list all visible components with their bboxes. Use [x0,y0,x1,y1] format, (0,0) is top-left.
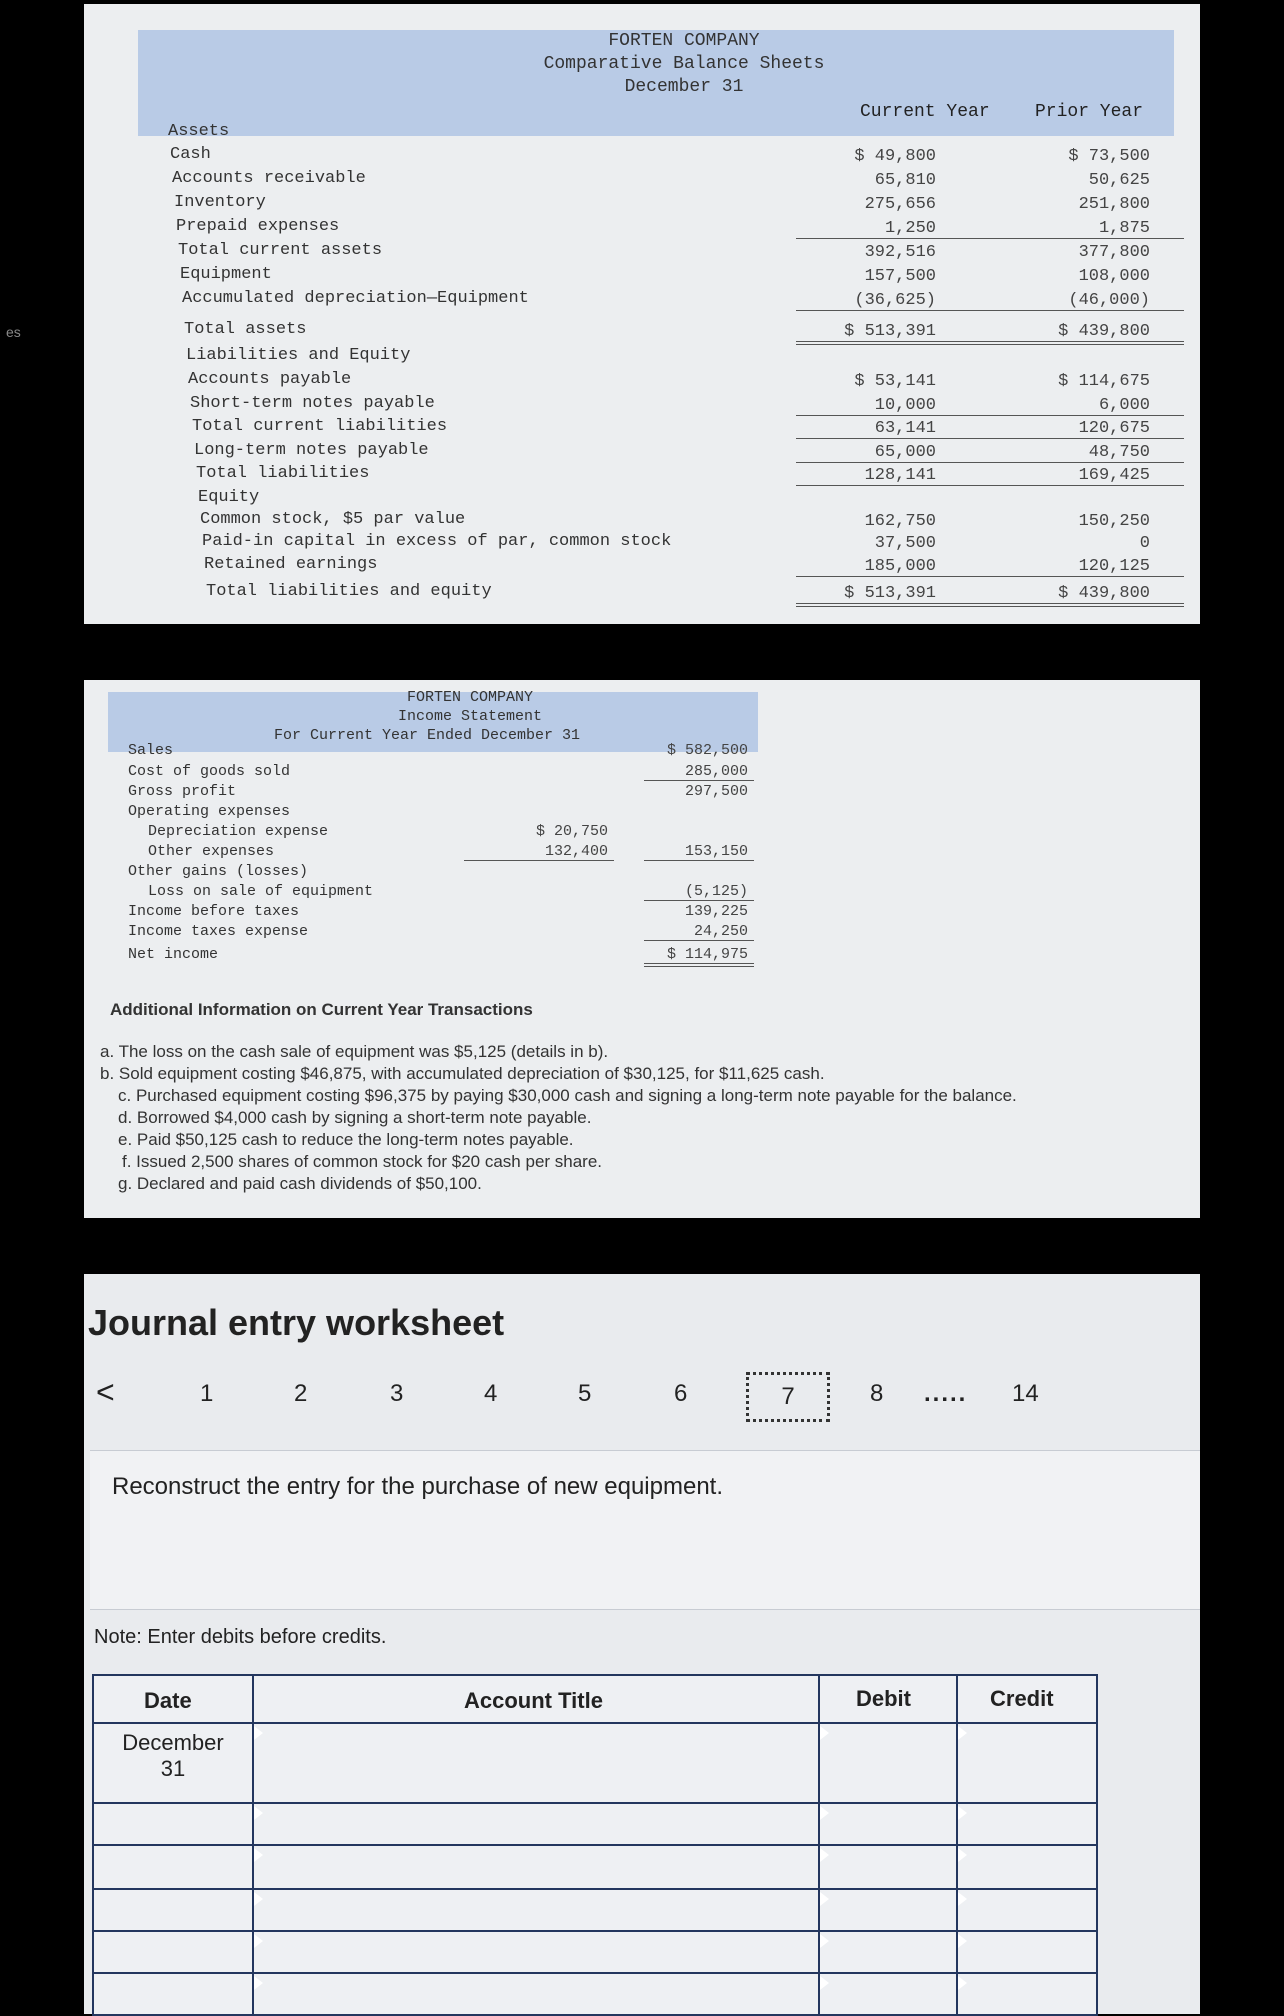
balance-sheet-prior-value: 120,125 [1004,557,1184,577]
balance-sheet-current-value: 392,516 [864,243,936,262]
date-cell[interactable] [92,1888,254,1932]
date-header: Date [92,1674,254,1724]
note-text: Note: Enter debits before credits. [94,1626,387,1648]
dropdown-marker-icon [958,1726,967,1740]
balance-sheet-row-label: Short-term notes payable [190,394,435,413]
balance-sheet-row-label: Assets [168,122,230,141]
balance-sheet-prior-value: 1,875 [1004,219,1184,239]
account-title-input[interactable] [252,1930,820,1974]
dropdown-marker-icon [958,1976,967,1990]
debit-header: Debit [818,1674,958,1724]
date-cell[interactable] [92,1802,254,1846]
income-statement-col-b: (5,125) [644,883,754,901]
balance-sheet-current-value: $ 53,141 [854,372,936,391]
debit-input[interactable] [818,1930,958,1974]
additional-info-item: f. Issued 2,500 shares of common stock for $20 cash per share. [122,1152,603,1171]
balance-sheet-prior-value: 377,800 [1078,243,1150,262]
column-prior-year: Prior Year [1035,102,1144,122]
dropdown-marker-icon [820,1934,829,1948]
dropdown-marker-icon [820,1726,829,1740]
dropdown-marker-icon [958,1848,967,1862]
date-value-month: December [122,1730,224,1755]
dropdown-marker-icon [254,1848,263,1862]
debit-input[interactable] [818,1888,958,1932]
balance-sheet-row-label: Total liabilities [196,464,370,483]
balance-sheet-company: FORTEN COMPANY [608,31,760,51]
account-title-input[interactable] [252,1722,820,1804]
balance-sheet-current-value: 157,500 [864,267,936,286]
income-statement-row-label: Loss on sale of equipment [148,883,374,900]
income-statement-period: For Current Year Ended December 31 [274,727,581,744]
balance-sheet-current-value: $ 513,391 [796,322,1056,345]
balance-sheet-prior-value: 6,000 [1004,396,1184,416]
date-cell[interactable] [92,1722,254,1804]
balance-sheet-prior-value: $ 114,675 [1058,372,1150,391]
income-statement-row-label: Sales [128,742,174,759]
balance-sheet-prior-value: $ 73,500 [1068,147,1150,166]
balance-sheet-row-label: Total assets [184,320,307,339]
step-tab-7[interactable]: 7 [746,1372,830,1422]
balance-sheet-row-label: Total current liabilities [192,417,448,436]
additional-info-item: e. Paid $50,125 cash to reduce the long-term notes payable. [118,1130,574,1149]
income-statement-title: Income Statement [397,708,543,725]
income-statement-row-label: Net income [128,946,219,963]
step-tab-5[interactable]: 5 [578,1380,592,1407]
additional-info-item: b. Sold equipment costing $46,875, with accumulated depreciation of $30,125, for $11,625 cash. [100,1064,825,1083]
income-statement-row-label: Gross profit [128,783,237,800]
credit-input[interactable] [956,1722,1098,1804]
balance-sheet-current-value: 185,000 [796,557,1056,577]
income-statement-col-b: 139,225 [684,903,748,920]
account-title-input[interactable] [252,1844,820,1890]
account-title-input[interactable] [252,1802,820,1846]
balance-sheet-current-value: 65,810 [874,171,936,190]
account-title-header: Account Title [252,1674,820,1724]
debit-input[interactable] [818,1722,958,1804]
balance-sheet-row-label: Equipment [180,265,272,284]
additional-info-item: g. Declared and paid cash dividends of $50,100. [118,1174,482,1193]
balance-sheet-current-value: 37,500 [874,534,936,553]
credit-input[interactable] [956,1802,1098,1846]
balance-sheet-current-value: 65,000 [796,443,1056,463]
balance-sheet-prior-value: (46,000) [1004,291,1184,311]
balance-sheet-current-value: 63,141 [796,419,1056,439]
journal-worksheet-panel [84,1274,1200,2014]
debit-input[interactable] [818,1972,958,2016]
balance-sheet-prior-value: 120,675 [1004,419,1184,439]
balance-sheet-row-label: Accumulated depreciation—Equipment [182,289,529,308]
date-cell[interactable] [92,1972,254,2016]
income-statement-col-b: $ 582,500 [666,742,748,759]
balance-sheet-prior-value: 169,425 [1004,466,1184,486]
balance-sheet-row-label: Total current assets [178,241,383,260]
step-tab-14[interactable]: 14 [1012,1380,1039,1407]
balance-sheet-row-label: Liabilities and Equity [186,346,411,365]
prompt-text: Reconstruct the entry for the purchase of new equipment. [112,1473,724,1500]
step-tab-4[interactable]: 4 [484,1380,498,1407]
dropdown-marker-icon [254,1934,263,1948]
dropdown-marker-icon [958,1934,967,1948]
additional-info-heading: Additional Information on Current Year Transactions [110,1000,533,1019]
dropdown-marker-icon [820,1976,829,1990]
additional-info-item: a. The loss on the cash sale of equipment was $5,125 (details in b). [100,1042,609,1061]
income-statement-col-b: $ 114,975 [644,946,754,967]
balance-sheet-row-label: Long-term notes payable [194,441,429,460]
balance-sheet-prior-value: $ 439,800 [1004,322,1184,345]
income-statement-col-a: $ 20,750 [535,823,608,840]
dropdown-marker-icon [254,1976,263,1990]
previous-step-button[interactable]: < [96,1374,115,1410]
dropdown-marker-icon [958,1806,967,1820]
balance-sheet-date: December 31 [624,77,744,97]
dropdown-marker-icon [820,1806,829,1820]
balance-sheet-row-label: Accounts receivable [172,169,366,188]
sidebar-fragment: es [6,324,21,340]
balance-sheet-row-label: Retained earnings [204,555,378,574]
income-statement-row-label: Income before taxes [128,903,300,920]
income-statement-col-b: 285,000 [644,763,754,781]
debit-input[interactable] [818,1844,958,1890]
debit-input[interactable] [818,1802,958,1846]
balance-sheet-row-label: Paid-in capital in excess of par, common stock [202,532,672,551]
credit-header: Credit [956,1674,1098,1724]
dropdown-marker-icon [254,1892,263,1906]
income-statement-col-a: 132,400 [464,843,614,861]
balance-sheet-row-label: Total liabilities and equity [206,582,492,601]
balance-sheet-prior-value: 108,000 [1078,267,1150,286]
credit-input[interactable] [956,1930,1098,1974]
balance-sheet-row-label: Cash [170,145,211,164]
balance-sheet-panel [84,4,1200,624]
date-cell[interactable] [92,1844,254,1890]
step-tab-8[interactable]: 8 [870,1380,884,1407]
dropdown-marker-icon [254,1806,263,1820]
income-statement-row-label: Other expenses [148,843,275,860]
balance-sheet-row-label: Common stock, $5 par value [200,510,466,529]
balance-sheet-row-label: Accounts payable [188,370,352,389]
income-statement-col-b: 24,250 [644,923,754,941]
account-title-input[interactable] [252,1888,820,1932]
dropdown-marker-icon [958,1892,967,1906]
income-statement-panel [84,680,1200,1218]
balance-sheet-prior-value: $ 439,800 [1004,584,1184,607]
income-statement-col-b: 153,150 [644,843,754,861]
column-current-year: Current Year [860,102,990,122]
balance-sheet-current-value: $ 513,391 [796,584,1056,607]
dropdown-marker-icon [820,1848,829,1862]
date-cell[interactable] [92,1930,254,1974]
credit-input[interactable] [956,1844,1098,1890]
balance-sheet-row-label: Equity [198,488,260,507]
balance-sheet-prior-value: 48,750 [1004,443,1184,463]
balance-sheet-row-label: Inventory [174,193,266,212]
balance-sheet-current-value: 162,750 [864,512,936,531]
balance-sheet-current-value: 275,656 [864,195,936,214]
balance-sheet-current-value: $ 49,800 [854,147,936,166]
balance-sheet-current-value: (36,625) [796,291,1056,311]
step-tab-1[interactable]: 1 [200,1380,214,1407]
additional-info-item: c. Purchased equipment costing $96,375 by paying $30,000 cash and signing a long-term note payable for the balance. [118,1086,1017,1105]
balance-sheet-prior-value: 251,800 [1078,195,1150,214]
income-statement-row-label: Cost of goods sold [128,763,291,780]
balance-sheet-title: Comparative Balance Sheets [543,54,825,74]
balance-sheet-prior-value: 0 [1139,534,1150,553]
step-tab-2[interactable]: 2 [294,1380,308,1407]
income-statement-row-label: Income taxes expense [128,923,309,940]
balance-sheet-current-value: 10,000 [796,396,1056,416]
balance-sheet-current-value: 128,141 [796,466,1056,486]
credit-input[interactable] [956,1888,1098,1932]
balance-sheet-row-label: Prepaid expenses [176,217,340,236]
step-tab-6[interactable]: 6 [674,1380,688,1407]
income-statement-row-label: Operating expenses [128,803,291,820]
dropdown-marker-icon [820,1892,829,1906]
account-title-input[interactable] [252,1972,820,2016]
income-statement-col-b: 297,500 [684,783,748,800]
date-value-day: 31 [160,1756,186,1781]
step-tab-3[interactable]: 3 [390,1380,404,1407]
balance-sheet-prior-value: 50,625 [1088,171,1150,190]
step-ellipsis: ..... [924,1380,968,1407]
balance-sheet-current-value: 1,250 [796,219,1056,239]
income-statement-row-label: Depreciation expense [148,823,329,840]
income-statement-row-label: Other gains (losses) [128,863,309,880]
additional-info-item: d. Borrowed $4,000 cash by signing a short-term note payable. [118,1108,592,1127]
worksheet-title: Journal entry worksheet [88,1302,505,1343]
credit-input[interactable] [956,1972,1098,2016]
dropdown-marker-icon [254,1726,263,1740]
income-statement-company: FORTEN COMPANY [406,689,534,706]
balance-sheet-prior-value: 150,250 [1078,512,1150,531]
prompt-box [90,1450,1200,1610]
